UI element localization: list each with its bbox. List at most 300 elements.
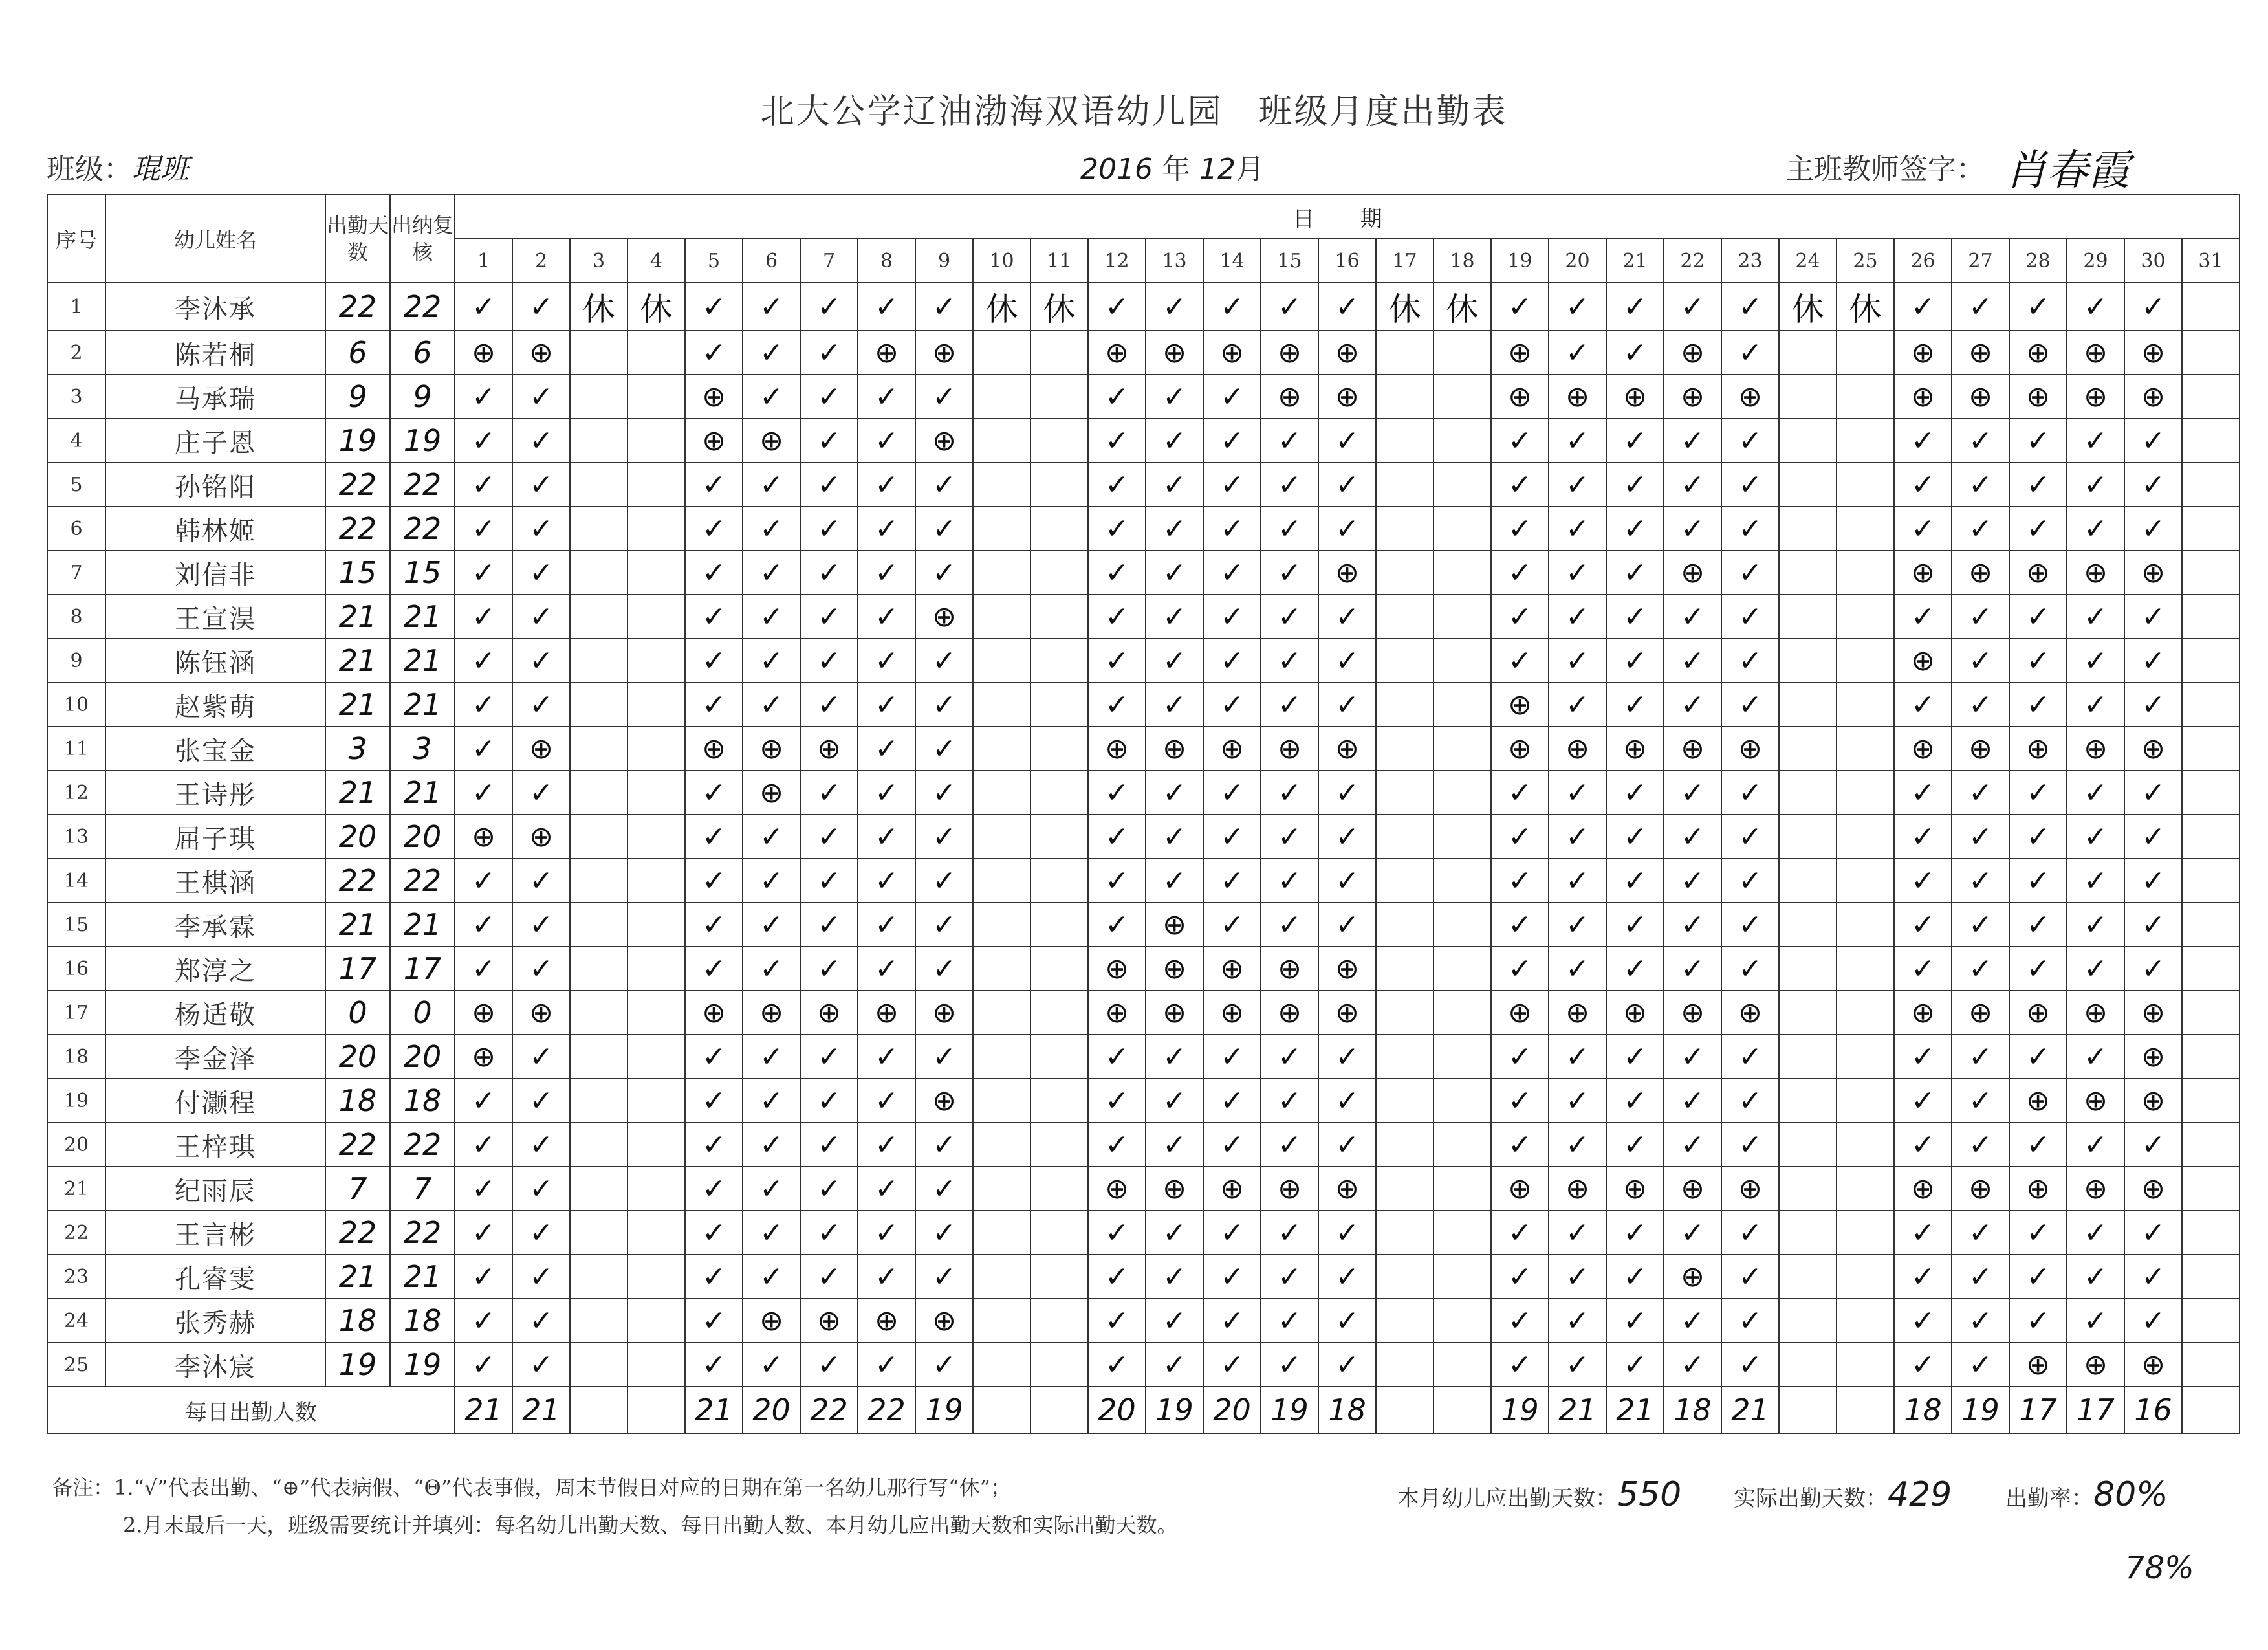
attendance-mark: ⊕ — [1318, 331, 1376, 375]
attendance-mark: ✓ — [915, 903, 973, 947]
attendance-mark: ✓ — [1318, 1123, 1376, 1167]
attendance-mark — [1434, 507, 1491, 551]
attendance-mark — [1837, 991, 1894, 1035]
day-number: 9 — [915, 239, 973, 283]
attendance-mark: ✓ — [1146, 815, 1203, 859]
header-days: 出勤天数 — [325, 195, 390, 283]
attendance-mark: ✓ — [800, 419, 858, 463]
attendance-mark — [1376, 683, 1434, 727]
table-row — [47, 331, 2240, 375]
attendance-mark — [1376, 771, 1434, 815]
attendance-mark — [973, 727, 1030, 771]
table-row — [47, 815, 2240, 859]
attendance-mark: ⊕ — [1549, 727, 1606, 771]
attendance-mark — [1779, 903, 1837, 947]
attendance-mark: ✓ — [2067, 1299, 2124, 1343]
attendance-mark: ✓ — [1664, 507, 1721, 551]
attendance-mark: ✓ — [1088, 1343, 1146, 1387]
attendance-mark — [2182, 1167, 2240, 1211]
attendance-mark: ✓ — [455, 507, 512, 551]
attendance-mark: ✓ — [512, 1255, 570, 1299]
attendance-days: 20 — [325, 815, 390, 859]
attendance-mark: ✓ — [1721, 771, 1779, 815]
attendance-mark — [2182, 1123, 2240, 1167]
attendance-mark: ✓ — [1491, 463, 1549, 507]
attendance-mark: ✓ — [1146, 859, 1203, 903]
attendance-mark — [1837, 903, 1894, 947]
attendance-mark — [2182, 419, 2240, 463]
daily-total — [1434, 1387, 1491, 1433]
review-days: 6 — [390, 331, 455, 375]
attendance-mark: ✓ — [800, 1123, 858, 1167]
attendance-mark: ✓ — [1146, 419, 1203, 463]
row-number: 23 — [47, 1255, 105, 1299]
attendance-mark: ⊕ — [1088, 1167, 1146, 1211]
attendance-mark — [1376, 463, 1434, 507]
attendance-mark: ✓ — [858, 859, 915, 903]
attendance-mark: ✓ — [455, 903, 512, 947]
attendance-mark: ✓ — [1952, 639, 2009, 683]
attendance-mark: ✓ — [1606, 947, 1664, 991]
attendance-mark: ✓ — [915, 639, 973, 683]
attendance-mark: ✓ — [455, 283, 512, 331]
attendance-mark: ✓ — [1721, 903, 1779, 947]
attendance-mark: ⊕ — [2009, 727, 2067, 771]
attendance-mark: ✓ — [743, 507, 800, 551]
attendance-mark: ⊕ — [1203, 991, 1261, 1035]
review-days: 15 — [390, 551, 455, 595]
attendance-mark: ✓ — [858, 1211, 915, 1255]
attendance-mark — [1376, 903, 1434, 947]
attendance-mark: ✓ — [1606, 1079, 1664, 1123]
attendance-mark: ✓ — [2009, 859, 2067, 903]
review-days: 22 — [390, 507, 455, 551]
attendance-mark — [627, 815, 685, 859]
child-name: 陈若桐 — [105, 331, 325, 375]
attendance-mark — [1779, 1255, 1837, 1299]
attendance-mark: ✓ — [915, 815, 973, 859]
attendance-mark: ⊕ — [2067, 375, 2124, 419]
daily-total: 19 — [1146, 1387, 1203, 1433]
attendance-mark: ✓ — [915, 727, 973, 771]
attendance-mark: ✓ — [1088, 375, 1146, 419]
attendance-mark — [973, 639, 1030, 683]
attendance-mark — [1779, 991, 1837, 1035]
attendance-mark — [1376, 419, 1434, 463]
attendance-mark: ⊕ — [1894, 1167, 1952, 1211]
attendance-mark: ✓ — [1606, 463, 1664, 507]
attendance-mark: ✓ — [2009, 507, 2067, 551]
attendance-mark — [570, 419, 627, 463]
attendance-mark: ✓ — [1261, 1343, 1318, 1387]
attendance-mark: ✓ — [685, 331, 743, 375]
attendance-mark: ⊕ — [743, 771, 800, 815]
attendance-mark: ✓ — [743, 1167, 800, 1211]
attendance-mark: ✓ — [1491, 1255, 1549, 1299]
attendance-mark: ✓ — [1491, 771, 1549, 815]
attendance-mark: ✓ — [1894, 815, 1952, 859]
attendance-mark — [1779, 331, 1837, 375]
daily-total: 21 — [1721, 1387, 1779, 1433]
attendance-mark: ✓ — [1549, 419, 1606, 463]
daily-total — [1779, 1387, 1837, 1433]
attendance-mark: ✓ — [1952, 507, 2009, 551]
attendance-mark: ✓ — [1261, 1255, 1318, 1299]
attendance-mark: ✓ — [1491, 1211, 1549, 1255]
day-number: 20 — [1549, 239, 1606, 283]
attendance-mark: ⊕ — [1088, 727, 1146, 771]
attendance-mark: ⊕ — [915, 331, 973, 375]
attendance-mark: 休 — [973, 283, 1030, 331]
child-name: 王梓琪 — [105, 1123, 325, 1167]
attendance-days: 3 — [325, 727, 390, 771]
attendance-mark: ✓ — [1491, 1079, 1549, 1123]
daily-total: 21 — [455, 1387, 512, 1433]
attendance-mark: ✓ — [915, 463, 973, 507]
attendance-mark — [570, 595, 627, 639]
daily-total-label: 每日出勤人数 — [47, 1387, 455, 1433]
attendance-mark: ✓ — [1318, 419, 1376, 463]
attendance-mark: ✓ — [2124, 639, 2182, 683]
attendance-mark — [1376, 375, 1434, 419]
attendance-mark — [627, 991, 685, 1035]
attendance-mark: ✓ — [1088, 683, 1146, 727]
attendance-mark: ⊕ — [512, 727, 570, 771]
attendance-mark — [1030, 331, 1088, 375]
attendance-mark: ⊕ — [1952, 331, 2009, 375]
attendance-mark: ✓ — [1549, 595, 1606, 639]
attendance-mark: ✓ — [1606, 1035, 1664, 1079]
attendance-mark: ✓ — [1549, 859, 1606, 903]
attendance-mark — [570, 1255, 627, 1299]
attendance-mark: ⊕ — [1146, 903, 1203, 947]
attendance-mark: ✓ — [1606, 1255, 1664, 1299]
row-number: 13 — [47, 815, 105, 859]
attendance-mark: ⊕ — [1894, 639, 1952, 683]
attendance-mark: ⊕ — [800, 727, 858, 771]
attendance-mark: ✓ — [1894, 859, 1952, 903]
attendance-mark: ✓ — [915, 551, 973, 595]
child-name: 王宣淏 — [105, 595, 325, 639]
daily-total: 21 — [685, 1387, 743, 1433]
attendance-mark: ✓ — [1894, 1211, 1952, 1255]
attendance-mark — [627, 727, 685, 771]
attendance-mark — [1376, 507, 1434, 551]
attendance-mark: ✓ — [1664, 595, 1721, 639]
attendance-mark — [570, 1167, 627, 1211]
attendance-mark: ✓ — [858, 1167, 915, 1211]
attendance-mark: ✓ — [2009, 1035, 2067, 1079]
attendance-mark: ✓ — [1146, 551, 1203, 595]
attendance-mark: ⊕ — [2124, 375, 2182, 419]
day-number: 19 — [1491, 239, 1549, 283]
attendance-mark: ✓ — [1203, 903, 1261, 947]
attendance-mark: ✓ — [1318, 463, 1376, 507]
attendance-mark: ✓ — [1664, 903, 1721, 947]
attendance-mark — [1837, 551, 1894, 595]
attendance-mark — [2182, 903, 2240, 947]
attendance-mark: ⊕ — [1491, 683, 1549, 727]
attendance-mark: ✓ — [1318, 1255, 1376, 1299]
table-row — [47, 551, 2240, 595]
attendance-mark: ✓ — [800, 507, 858, 551]
attendance-mark: ✓ — [1146, 595, 1203, 639]
attendance-mark: ✓ — [1721, 1255, 1779, 1299]
attendance-mark — [2182, 331, 2240, 375]
daily-total: 21 — [1549, 1387, 1606, 1433]
attendance-mark — [1779, 859, 1837, 903]
attendance-mark: ⊕ — [1203, 331, 1261, 375]
attendance-mark: ⊕ — [1261, 947, 1318, 991]
day-number: 11 — [1030, 239, 1088, 283]
attendance-mark — [1779, 463, 1837, 507]
attendance-mark — [973, 991, 1030, 1035]
attendance-mark — [1779, 683, 1837, 727]
attendance-mark: ✓ — [743, 463, 800, 507]
attendance-mark: ✓ — [800, 903, 858, 947]
attendance-mark — [1434, 419, 1491, 463]
row-number: 12 — [47, 771, 105, 815]
attendance-days: 9 — [325, 375, 390, 419]
attendance-mark: ✓ — [915, 1343, 973, 1387]
attendance-mark — [1030, 1167, 1088, 1211]
attendance-mark — [1779, 1211, 1837, 1255]
note-line-1: 备注：1.“√”代表出勤、“⊕”代表病假、“Θ”代表事假，周末节假日对应的日期在第一名幼儿那行写“休”； — [52, 1475, 1011, 1500]
table-row — [47, 1079, 2240, 1123]
table-row — [47, 1255, 2240, 1299]
attendance-mark: ✓ — [1952, 1079, 2009, 1123]
attendance-mark: ⊕ — [915, 991, 973, 1035]
attendance-mark: ⊕ — [2124, 1079, 2182, 1123]
attendance-mark: ✓ — [743, 551, 800, 595]
attendance-mark — [1434, 1167, 1491, 1211]
attendance-mark: ✓ — [1146, 375, 1203, 419]
attendance-mark: ✓ — [455, 1079, 512, 1123]
attendance-mark: ✓ — [1894, 1035, 1952, 1079]
attendance-mark: ✓ — [858, 283, 915, 331]
daily-total: 20 — [1088, 1387, 1146, 1433]
attendance-mark: ✓ — [685, 551, 743, 595]
attendance-mark — [1837, 1079, 1894, 1123]
attendance-mark: ✓ — [2124, 771, 2182, 815]
attendance-mark: ✓ — [455, 551, 512, 595]
attendance-days: 19 — [325, 1343, 390, 1387]
attendance-mark: ✓ — [512, 1035, 570, 1079]
attendance-mark — [1837, 683, 1894, 727]
attendance-table — [47, 194, 2240, 1434]
attendance-mark: ✓ — [2124, 1211, 2182, 1255]
attendance-mark: ✓ — [1318, 859, 1376, 903]
attendance-mark — [1434, 595, 1491, 639]
attendance-mark — [1030, 1211, 1088, 1255]
attendance-mark: ⊕ — [1952, 375, 2009, 419]
attendance-mark: ✓ — [2067, 463, 2124, 507]
review-days: 9 — [390, 375, 455, 419]
attendance-mark: ✓ — [1952, 463, 2009, 507]
review-days: 18 — [390, 1299, 455, 1343]
day-number: 14 — [1203, 239, 1261, 283]
attendance-mark — [2182, 727, 2240, 771]
attendance-mark: ✓ — [1088, 419, 1146, 463]
attendance-mark: ✓ — [1203, 463, 1261, 507]
attendance-days: 18 — [325, 1299, 390, 1343]
child-name: 陈钰涵 — [105, 639, 325, 683]
review-days: 21 — [390, 683, 455, 727]
attendance-mark: ⊕ — [743, 419, 800, 463]
attendance-days: 15 — [325, 551, 390, 595]
review-days: 0 — [390, 991, 455, 1035]
attendance-mark — [2182, 1255, 2240, 1299]
attendance-mark: ⊕ — [2124, 551, 2182, 595]
row-number: 24 — [47, 1299, 105, 1343]
attendance-mark: ⊕ — [1088, 947, 1146, 991]
day-number: 3 — [570, 239, 627, 283]
attendance-mark: ✓ — [1721, 463, 1779, 507]
attendance-mark: ✓ — [2009, 419, 2067, 463]
attendance-mark: ✓ — [1146, 683, 1203, 727]
attendance-mark: ✓ — [2067, 815, 2124, 859]
attendance-mark: ✓ — [1721, 1211, 1779, 1255]
row-number: 8 — [47, 595, 105, 639]
header-date: 日 期 — [455, 195, 2240, 239]
attendance-mark: ✓ — [858, 1343, 915, 1387]
attendance-mark: 休 — [627, 283, 685, 331]
attendance-mark: ✓ — [858, 419, 915, 463]
attendance-mark — [1434, 1035, 1491, 1079]
attendance-mark: ⊕ — [1491, 331, 1549, 375]
day-number: 25 — [1837, 239, 1894, 283]
attendance-mark — [1030, 991, 1088, 1035]
row-number: 4 — [47, 419, 105, 463]
attendance-mark: ✓ — [1606, 551, 1664, 595]
table-row — [47, 991, 2240, 1035]
attendance-mark — [570, 331, 627, 375]
daily-total — [2182, 1387, 2240, 1433]
child-name: 屈子琪 — [105, 815, 325, 859]
attendance-mark — [1434, 859, 1491, 903]
attendance-mark: ✓ — [1146, 639, 1203, 683]
attendance-mark: ✓ — [685, 1343, 743, 1387]
attendance-mark — [973, 1211, 1030, 1255]
attendance-mark: ✓ — [455, 1255, 512, 1299]
attendance-mark: ⊕ — [1491, 1167, 1549, 1211]
attendance-mark: ✓ — [1203, 1299, 1261, 1343]
attendance-mark: ✓ — [1952, 683, 2009, 727]
attendance-mark — [973, 771, 1030, 815]
attendance-mark: ✓ — [800, 595, 858, 639]
attendance-mark: ✓ — [1261, 1123, 1318, 1167]
attendance-mark: ✓ — [2009, 1123, 2067, 1167]
attendance-mark: ✓ — [685, 1167, 743, 1211]
attendance-mark: ✓ — [1549, 1079, 1606, 1123]
attendance-mark: ✓ — [1146, 771, 1203, 815]
attendance-mark: ✓ — [858, 1123, 915, 1167]
attendance-mark: 休 — [1837, 283, 1894, 331]
attendance-mark: ✓ — [1203, 815, 1261, 859]
attendance-mark — [627, 771, 685, 815]
attendance-mark — [2182, 1211, 2240, 1255]
attendance-mark: ⊕ — [2067, 1343, 2124, 1387]
attendance-mark — [1837, 771, 1894, 815]
attendance-mark — [1837, 947, 1894, 991]
attendance-mark: ⊕ — [1664, 551, 1721, 595]
row-number: 19 — [47, 1079, 105, 1123]
attendance-mark: ✓ — [1318, 771, 1376, 815]
attendance-mark: ✓ — [685, 683, 743, 727]
extra-rate-note: 78% — [2125, 1550, 2194, 1586]
attendance-mark: ⊕ — [2067, 727, 2124, 771]
attendance-mark: ✓ — [685, 1079, 743, 1123]
attendance-mark — [973, 1079, 1030, 1123]
attendance-mark: ⊕ — [1664, 1167, 1721, 1211]
attendance-mark: ✓ — [800, 1035, 858, 1079]
attendance-mark: ⊕ — [2124, 331, 2182, 375]
attendance-mark: ✓ — [1146, 1299, 1203, 1343]
attendance-mark — [973, 947, 1030, 991]
attendance-mark: ⊕ — [2009, 1079, 2067, 1123]
attendance-mark: ✓ — [1318, 595, 1376, 639]
attendance-mark: ✓ — [1088, 1299, 1146, 1343]
attendance-mark: ⊕ — [512, 331, 570, 375]
attendance-mark: ⊕ — [1146, 1167, 1203, 1211]
attendance-mark: ✓ — [1721, 331, 1779, 375]
attendance-mark: ✓ — [858, 551, 915, 595]
attendance-mark: ⊕ — [1606, 375, 1664, 419]
attendance-mark: ✓ — [1894, 1299, 1952, 1343]
attendance-mark — [2182, 1299, 2240, 1343]
attendance-mark: ✓ — [2009, 283, 2067, 331]
attendance-mark: ✓ — [1318, 283, 1376, 331]
attendance-mark: ✓ — [455, 1343, 512, 1387]
attendance-mark — [627, 859, 685, 903]
child-name: 张秀赫 — [105, 1299, 325, 1343]
daily-total — [1030, 1387, 1088, 1433]
attendance-mark: ⊕ — [1318, 1167, 1376, 1211]
table-row — [47, 859, 2240, 903]
attendance-mark: ✓ — [1894, 683, 1952, 727]
row-number: 18 — [47, 1035, 105, 1079]
attendance-mark: ✓ — [455, 859, 512, 903]
attendance-mark: ✓ — [800, 1343, 858, 1387]
attendance-mark: ✓ — [1088, 1035, 1146, 1079]
attendance-body — [47, 283, 2240, 1433]
attendance-mark — [1030, 551, 1088, 595]
attendance-mark: ⊕ — [915, 419, 973, 463]
attendance-mark: ⊕ — [1088, 991, 1146, 1035]
attendance-mark — [627, 419, 685, 463]
table-row — [47, 1299, 2240, 1343]
attendance-mark: ✓ — [512, 463, 570, 507]
attendance-mark: ✓ — [512, 419, 570, 463]
attendance-mark: ✓ — [1318, 1035, 1376, 1079]
attendance-mark: ✓ — [1664, 1035, 1721, 1079]
attendance-mark: ✓ — [1088, 463, 1146, 507]
attendance-mark: ✓ — [1261, 551, 1318, 595]
attendance-mark: ✓ — [1549, 463, 1606, 507]
attendance-mark: ✓ — [1318, 1343, 1376, 1387]
review-days: 21 — [390, 1255, 455, 1299]
child-name: 付灏程 — [105, 1079, 325, 1123]
attendance-mark: ✓ — [1549, 331, 1606, 375]
attendance-mark: ✓ — [800, 1211, 858, 1255]
daily-total — [627, 1387, 685, 1433]
attendance-mark — [1779, 947, 1837, 991]
attendance-mark: ✓ — [1549, 1035, 1606, 1079]
attendance-mark: ✓ — [1261, 1035, 1318, 1079]
attendance-mark: ✓ — [2124, 683, 2182, 727]
attendance-mark: ⊕ — [915, 1079, 973, 1123]
attendance-mark: ✓ — [1664, 419, 1721, 463]
